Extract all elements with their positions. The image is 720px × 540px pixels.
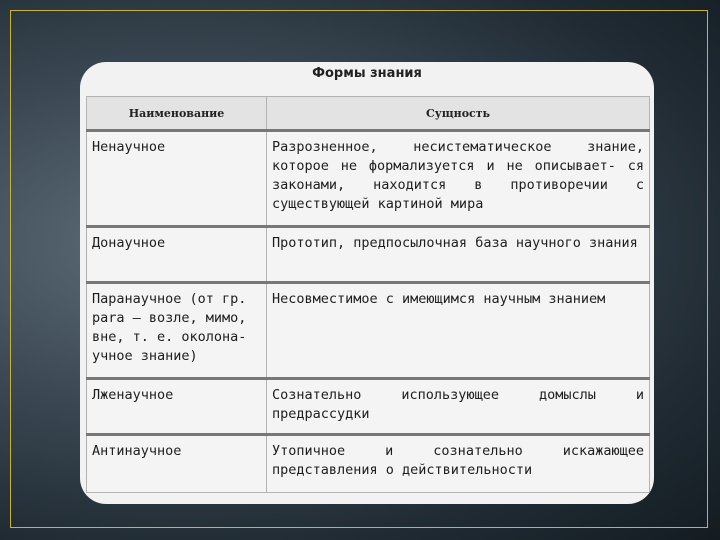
row-name: Ненаучное — [87, 131, 267, 227]
table-row — [87, 131, 650, 227]
table-row — [87, 283, 650, 379]
row-name: Донаучное — [87, 227, 267, 283]
header-essence: Сущность — [267, 97, 650, 131]
table-card — [80, 62, 654, 504]
table-row — [87, 435, 650, 493]
row-name: Антинаучное — [87, 435, 267, 493]
row-essence: Прототип, предпосылочная база научного знания — [267, 227, 650, 283]
table-row — [87, 227, 650, 283]
row-essence: Разрозненное, несистематическое знание, которое не формализуется и не описывает- ся законами, находится в противоречии с существующей картиной мира — [267, 131, 650, 227]
row-essence: Утопичное и сознательно искажающее представления о действительности — [267, 435, 650, 493]
row-essence: Несовместимое с имеющимся научным знанием — [267, 283, 650, 379]
table-header-row — [87, 97, 650, 131]
table-row — [87, 379, 650, 435]
table-title: Формы знания — [312, 66, 422, 81]
forms-of-knowledge-table — [86, 96, 650, 493]
row-name: Лженаучное — [87, 379, 267, 435]
header-name: Наименование — [87, 97, 267, 131]
row-essence: Сознательно использующее домыслы и предрассудки — [267, 379, 650, 435]
row-name: Паранаучное (от гр. para — возле, мимо, вне, т. е. околона- учное знание) — [87, 283, 267, 379]
